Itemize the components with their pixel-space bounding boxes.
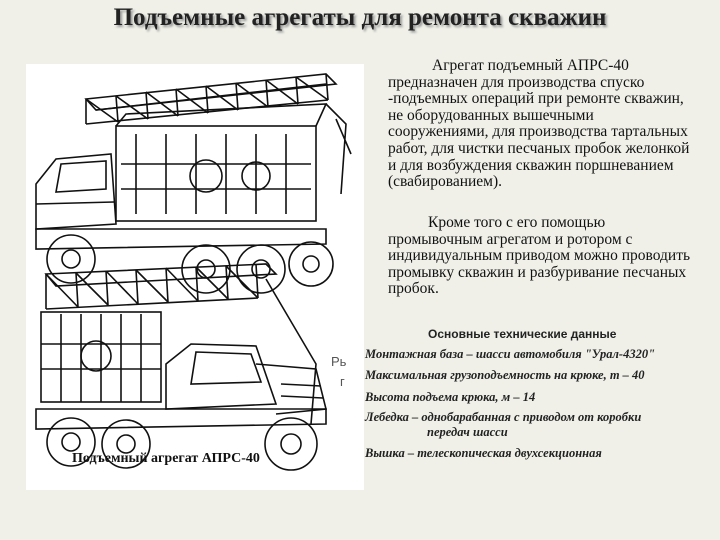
figure-caption: Подъемный агрегат АПРС-40 bbox=[72, 451, 260, 466]
stray-label: Рь bbox=[331, 354, 347, 369]
stray-label: г bbox=[340, 374, 345, 389]
spec-item: Монтажная база – шасси автомобиля "Урал-4320" bbox=[365, 347, 656, 361]
spec-item: Максимальная грузоподъемность на крюке, т – 40 bbox=[365, 368, 645, 382]
description-paragraph: Кроме того с его помощью промывочным агрегатом и ротором с индивидуальным приводом можно проводить промывку скважин и разбуривание песчаных пробок. bbox=[388, 214, 691, 298]
spec-item: Высота подъема крюка, м – 14 bbox=[365, 390, 536, 404]
spec-item-line: Лебедка – однобарабанная с приводом от коробки bbox=[365, 410, 642, 424]
spec-item: Вышка – телескопическая двухсекционная bbox=[365, 446, 602, 460]
truck-illustration bbox=[26, 64, 364, 490]
page-title: Подъемные агрегаты для ремонта скважин bbox=[113, 4, 607, 31]
lower-truck-drawing bbox=[36, 264, 326, 470]
upper-truck-drawing bbox=[36, 74, 351, 293]
spec-item-line: передач шасси bbox=[427, 425, 508, 439]
specs-heading: Основные технические данные bbox=[428, 327, 617, 341]
spec-item bbox=[365, 410, 705, 440]
description-paragraph: Агрегат подъемный АПРС-40 предназначен для производства спуско -подъемных операций при ремонте скважин, не оборудованных вышечными сооружениями, для производства тартальных работ, для чистки песчаных пробок желонкой и для возбуждения скважин поршневанием (свабированием). bbox=[388, 57, 690, 191]
